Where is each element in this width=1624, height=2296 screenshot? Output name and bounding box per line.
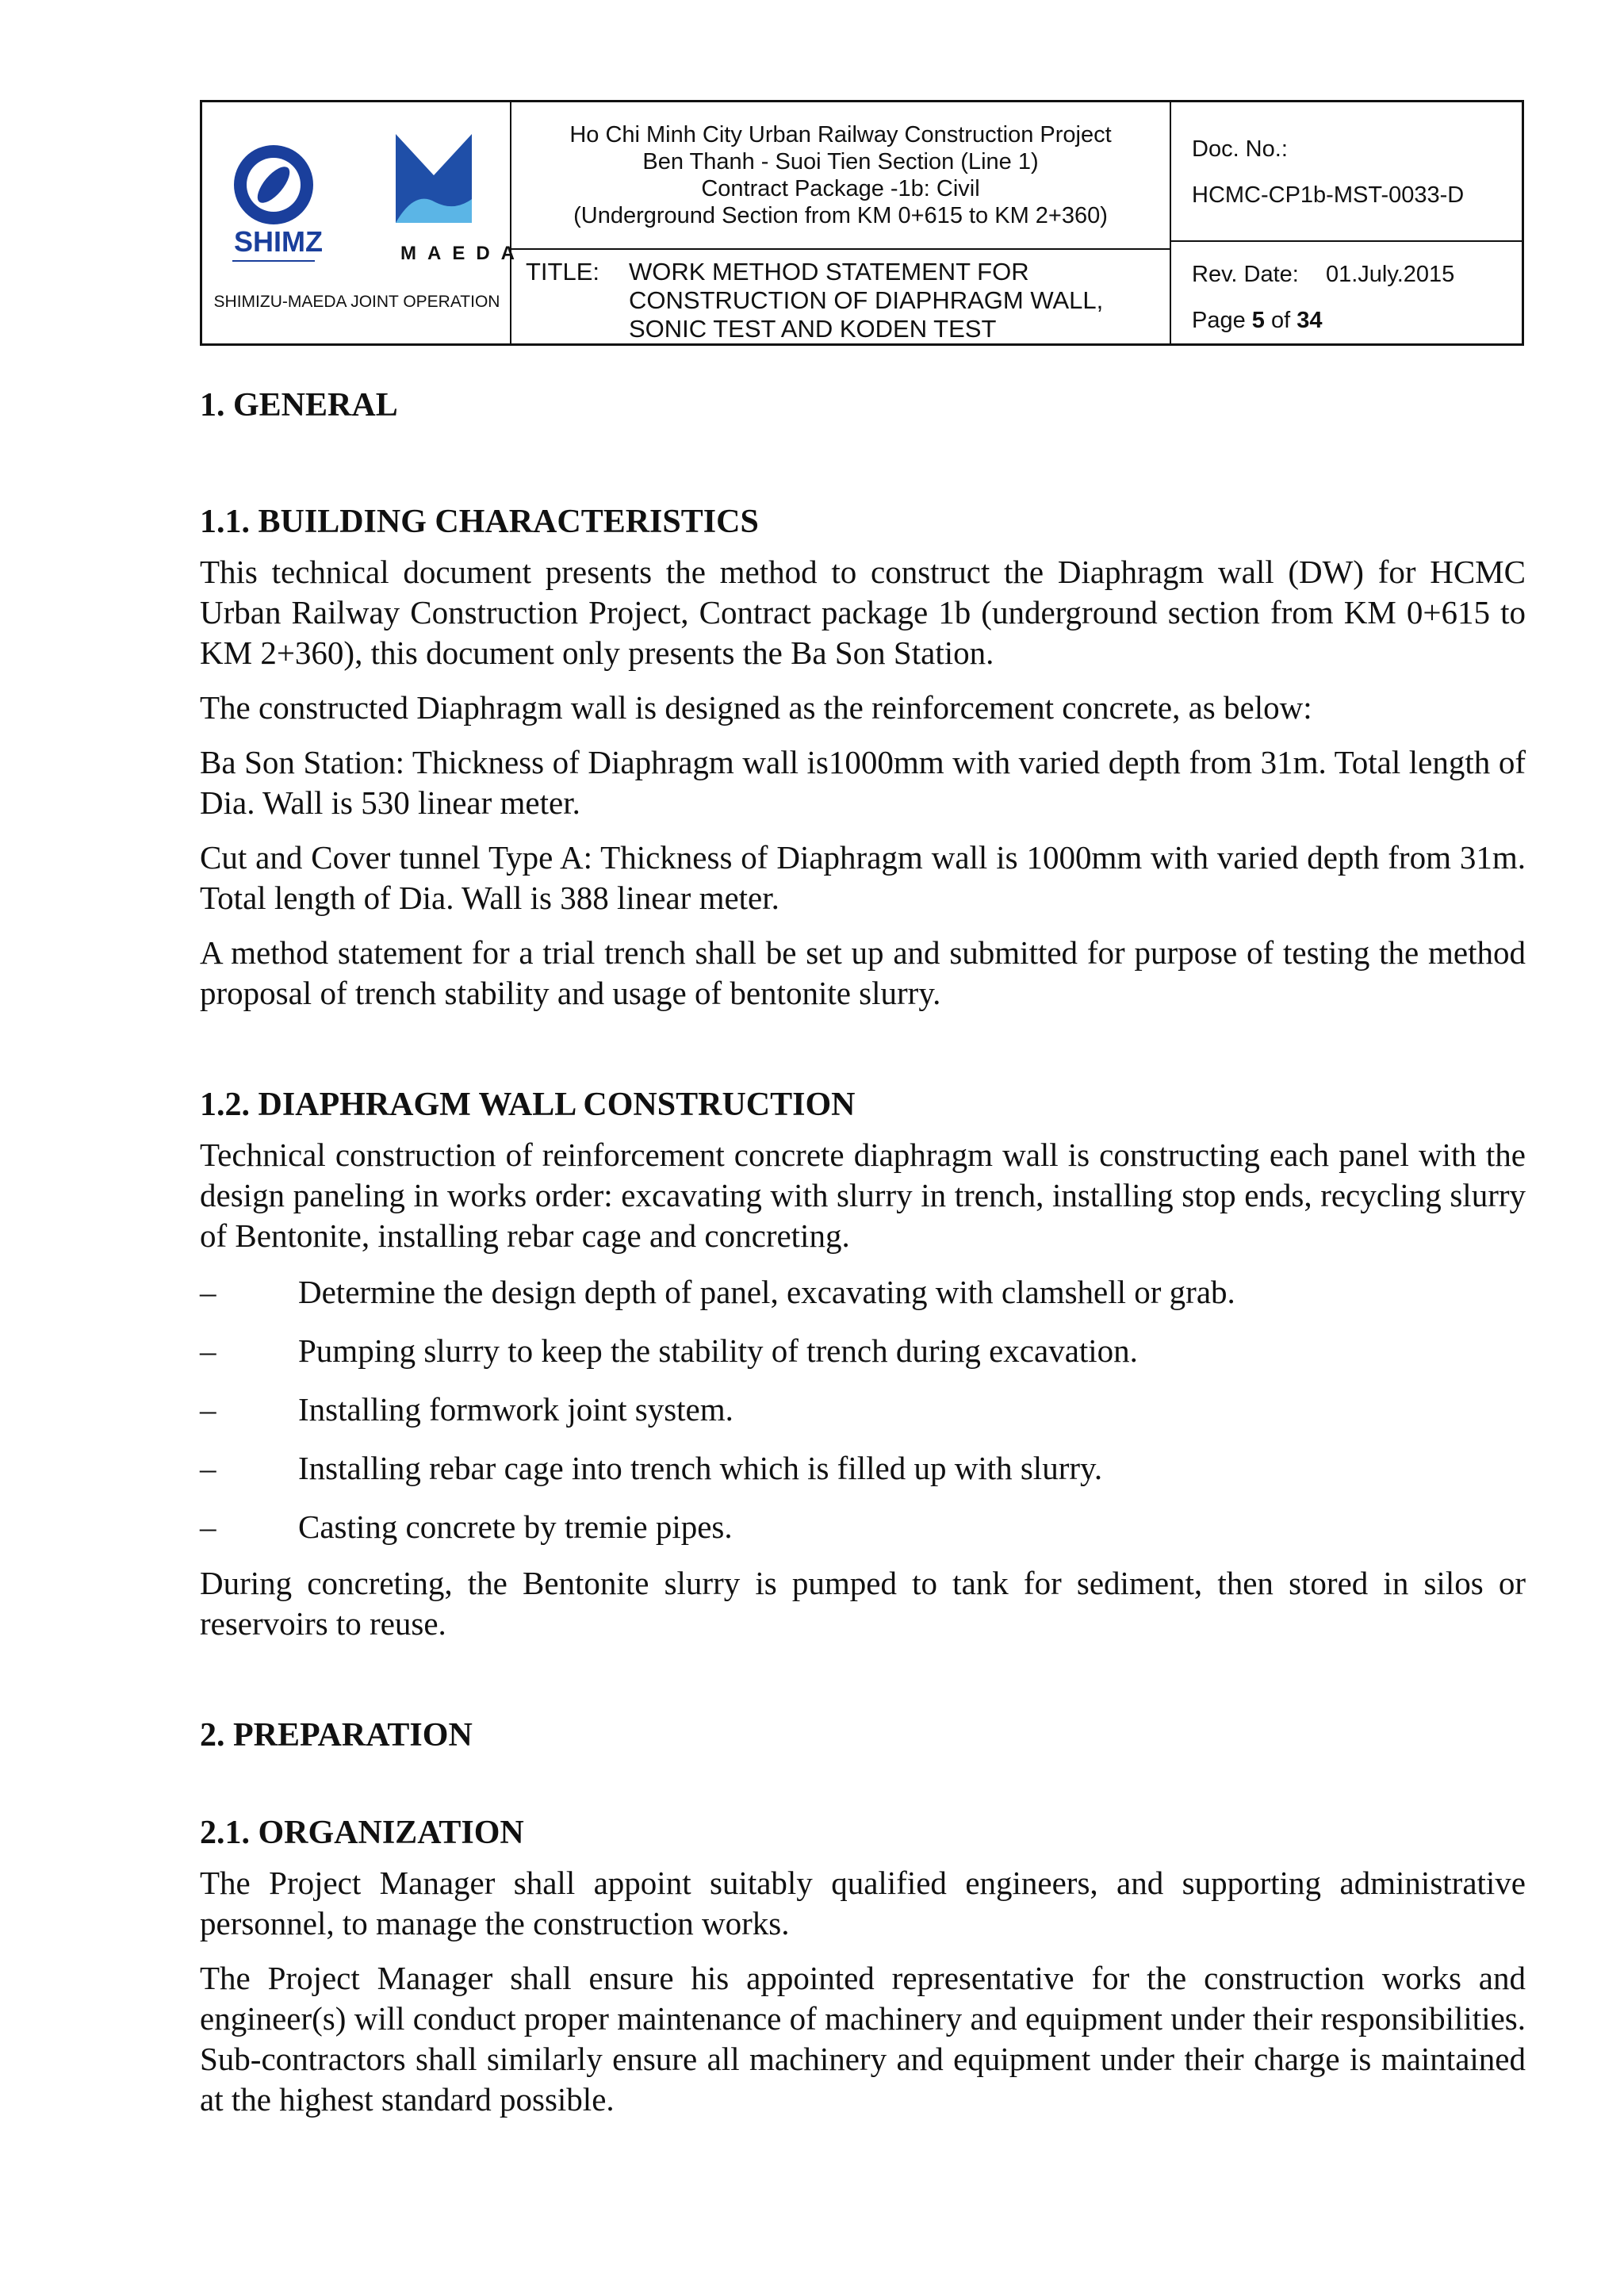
joint-operation-label: SHIMIZU-MAEDA JOINT OPERATION	[213, 293, 500, 311]
logo-cell	[202, 102, 526, 343]
bullet-dash: –	[200, 1274, 216, 1310]
rev-date-value: 01.July.2015	[1325, 262, 1455, 287]
doc-number-value: HCMC-CP1b-MST-0033-D	[1192, 182, 1465, 208]
section-heading: 1. GENERAL	[200, 387, 398, 424]
paragraph: This technical document presents the method to construct the Diaphragm wall (DW) for HCMC Urban Railway Construction Project, Contract package 1b (underground section from KM 0+615 to KM 2+360), this document only presents the Ba Son Station.	[200, 554, 1526, 671]
list-item-text: Installing rebar cage into trench which is filled up with slurry.	[298, 1450, 1103, 1486]
list-item-text: Determine the design depth of panel, excavating with clamshell or grab.	[298, 1274, 1235, 1310]
title-text	[629, 258, 1103, 343]
title-line: CONSTRUCTION OF DIAPHRAGM WALL,	[629, 286, 1104, 314]
paragraph: The Project Manager shall ensure his appointed representative for the construction works and engineer(s) will conduct proper maintenance of machinery and equipment under their responsibilities. Sub-contractors shall similarly ensure all machinery and equipment under their charge is maintained at the highest standard possible.	[200, 1960, 1526, 2118]
project-line: Ho Chi Minh City Urban Railway Construction Project	[569, 122, 1112, 148]
bullet-dash: –	[200, 1332, 216, 1369]
page-of: of	[1271, 308, 1291, 333]
paragraph: A method statement for a trial trench shall be set up and submitted for purpose of testing the method proposal of trench stability and usage of bentonite slurry.	[200, 934, 1526, 1011]
list-item-text: Pumping slurry to keep the stability of trench during excavation.	[298, 1332, 1138, 1369]
list-item	[200, 1389, 1526, 1430]
list-item	[200, 1448, 1526, 1489]
bullet-list	[200, 1272, 1526, 1547]
bullet-dash: –	[200, 1508, 216, 1545]
revision-date	[1192, 251, 1522, 297]
title-line: SONIC TEST AND KODEN TEST	[629, 315, 997, 343]
list-item	[200, 1507, 1526, 1547]
bullet-dash: –	[200, 1391, 216, 1428]
project-line: (Underground Section from KM 0+615 to KM 2+360)	[573, 203, 1108, 228]
doc-meta-cell	[1171, 102, 1522, 343]
page-total: 34	[1297, 308, 1323, 333]
bullet-dash: –	[200, 1450, 216, 1486]
paragraph: The constructed Diaphragm wall is designed as the reinforcement concrete, as below:	[200, 689, 1312, 726]
doc-number-block	[1171, 102, 1522, 242]
subsection-heading: 1.2. DIAPHRAGM WALL CONSTRUCTION	[200, 1087, 856, 1123]
paragraph: Ba Son Station: Thickness of Diaphragm wall is1000mm with varied depth from 31m. Total length of Dia. Wall is 530 linear meter.	[200, 744, 1526, 821]
maeda-logo	[396, 134, 526, 264]
list-item	[200, 1331, 1526, 1371]
page-current: 5	[1251, 308, 1265, 333]
paragraph: The Project Manager shall appoint suitably qualified engineers, and supporting administrative personnel, to manage the construction works.	[200, 1865, 1526, 1941]
project-line: Contract Package -1b: Civil	[701, 176, 980, 201]
document-title	[511, 250, 1170, 343]
section-heading: 2. PREPARATION	[200, 1717, 473, 1754]
list-item	[200, 1272, 1526, 1313]
rev-date-label: Rev. Date:	[1192, 262, 1299, 287]
document-header	[200, 100, 1524, 346]
shimz-wordmark: SHIMZ	[234, 225, 323, 258]
project-info	[511, 102, 1170, 250]
title-label: TITLE:	[526, 258, 600, 286]
revision-block	[1171, 242, 1522, 343]
project-title-cell	[511, 102, 1171, 343]
subsection-heading: 2.1. ORGANIZATION	[200, 1815, 524, 1851]
page-prefix: Page	[1192, 308, 1246, 333]
paragraph: During concreting, the Bentonite slurry is pumped to tank for sediment, then stored in silos or reservoirs to reuse.	[200, 1565, 1526, 1642]
paragraph: Technical construction of reinforcement concrete diaphragm wall is constructing each panel with the design paneling in works order: excavating with slurry in trench, installing stop ends, recycling slurry of Bentonite, installing rebar cage and concreting.	[200, 1137, 1526, 1254]
company-logos	[216, 134, 526, 285]
project-line: Ben Thanh - Suoi Tien Section (Line 1)	[642, 149, 1039, 174]
paragraph: Cut and Cover tunnel Type A: Thickness of Diaphragm wall is 1000mm with varied depth from 31m. Total length of Dia. Wall is 388 linear meter.	[200, 839, 1526, 916]
document-body	[200, 373, 1526, 2120]
shimz-logo	[232, 145, 323, 261]
doc-number-label: Doc. No.:	[1192, 136, 1288, 162]
subsection-heading: 1.1. BUILDING CHARACTERISTICS	[200, 504, 759, 540]
list-item-text: Casting concrete by tremie pipes.	[298, 1508, 733, 1545]
maeda-wordmark: MAEDA	[400, 243, 526, 264]
list-item-text: Installing formwork joint system.	[298, 1391, 733, 1428]
page-indicator	[1192, 297, 1522, 343]
title-line: WORK METHOD STATEMENT FOR	[629, 258, 1029, 286]
